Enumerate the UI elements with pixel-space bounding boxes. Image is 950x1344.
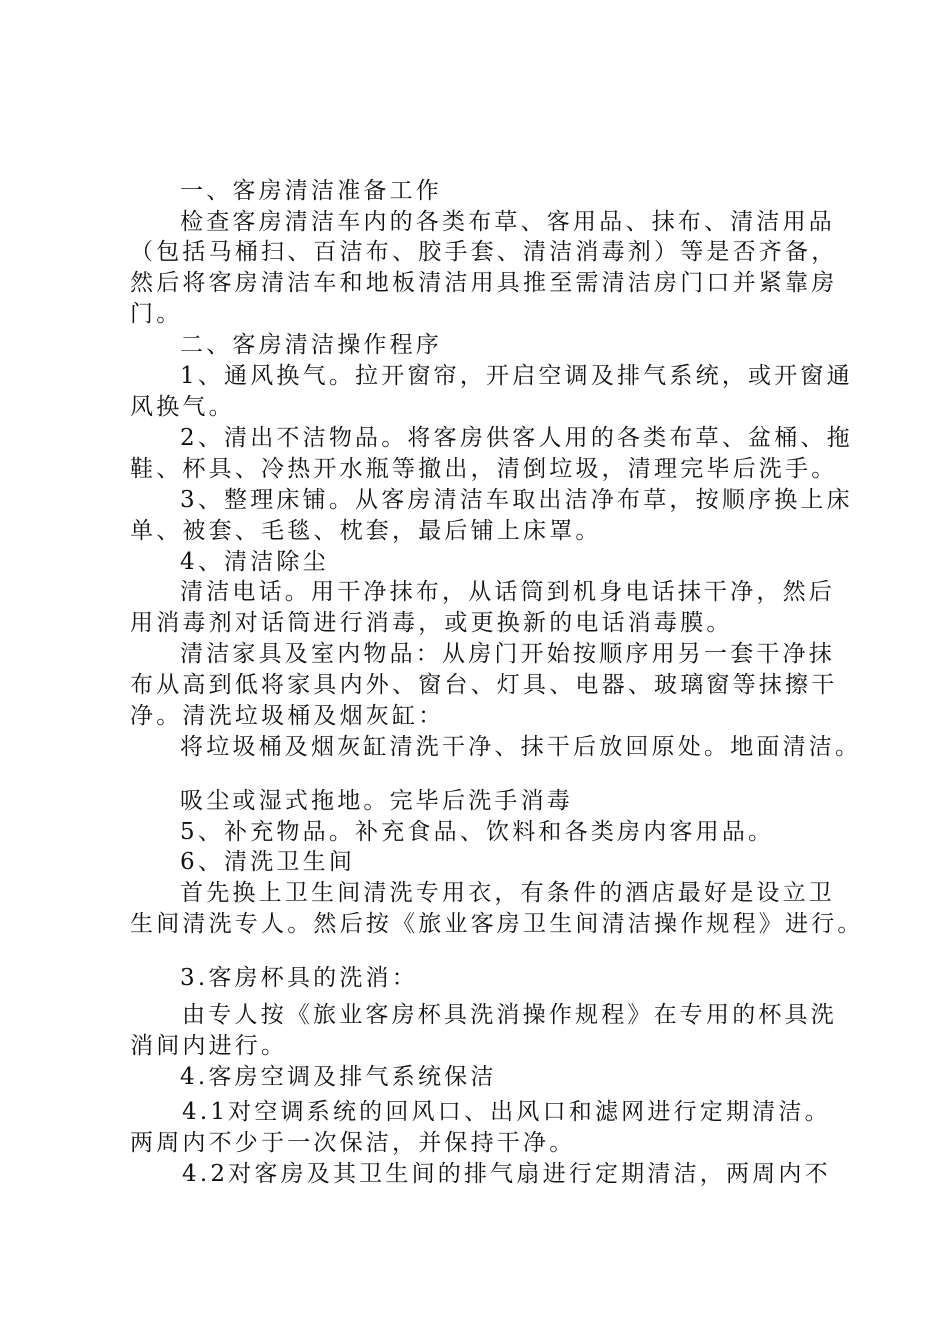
paragraph-line: 1、通风换气。拉开窗帘，开启空调及排气系统，或开窗通 [180, 363, 853, 389]
paragraph-line: 检查客房清洁车内的各类布草、客用品、抹布、清洁用品 [180, 209, 835, 235]
paragraph-line: 清洁家具及室内物品：从房门开始按顺序用另一套干净抹 [180, 641, 835, 667]
paragraph-line: 门。 [130, 301, 183, 327]
paragraph-line: 用消毒剂对话筒进行消毒，或更换新的电话消毒膜。 [130, 610, 733, 636]
paragraph-line: 单、被套、毛毯、枕套，最后铺上床罩。 [130, 518, 602, 544]
paragraph-line: 4.1对空调系统的回风口、出风口和滤网进行定期清洁。 [182, 1099, 831, 1125]
paragraph-line: 两周内不少于一次保洁，并保持干净。 [130, 1130, 576, 1156]
section-heading-4: 4.客房空调及排气系统保洁 [180, 1064, 497, 1090]
paragraph-line: 净。清洗垃圾桶及烟灰缸： [130, 703, 445, 729]
paragraph-line: 6、清洗卫生间 [180, 849, 356, 875]
paragraph-line: 由专人按《旅业客房杯具洗消操作规程》在专用的杯具洗 [182, 1002, 837, 1028]
paragraph-line: 首先换上卫生间清洗专用衣，有条件的酒店最好是设立卫 [180, 880, 835, 906]
paragraph-line: 生间清洗专人。然后按《旅业客房卫生间清洁操作规程》进行。 [130, 911, 864, 937]
paragraph-line: 鞋、杯具、冷热开水瓶等撤出，清倒垃圾，清理完毕后洗手。 [130, 456, 838, 482]
paragraph-line: 布从高到低将家具内外、窗台、灯具、电器、玻璃窗等抹擦干 [130, 672, 838, 698]
paragraph-line: 消间内进行。 [130, 1033, 288, 1059]
paragraph-line: 4、清洁除尘 [180, 549, 329, 575]
paragraph-line: 5、补充物品。补充食品、饮料和各类房内客用品。 [180, 819, 775, 845]
section-heading-2: 二、客房清洁操作程序 [180, 332, 442, 358]
paragraph-line: 4.2对客房及其卫生间的排气扇进行定期清洁，两周内不 [182, 1161, 831, 1187]
paragraph-line: （包括马桶扫、百洁布、胶手套、清洁消毒剂）等是否齐备， [130, 239, 838, 265]
paragraph-line: 将垃圾桶及烟灰缸清洗干净、抹干后放回原处。地面清洁。 [180, 734, 862, 760]
paragraph-line: 吸尘或湿式拖地。完毕后洗手消毒 [180, 788, 573, 814]
paragraph-line: 清洁电话。用干净抹布，从话筒到机身电话抹干净，然后 [180, 579, 835, 605]
section-heading-3: 3.客房杯具的洗消： [180, 965, 418, 991]
paragraph-line: 风换气。 [130, 394, 235, 420]
paragraph-line: 3、整理床铺。从客房清洁车取出洁净布草，按顺序换上床 [180, 487, 853, 513]
paragraph-line: 然后将客房清洁车和地板清洁用具推至需清洁房门口并紧靠房 [130, 270, 838, 296]
paragraph-line: 2、清出不洁物品。将客房供客人用的各类布草、盆桶、拖 [180, 425, 853, 451]
section-heading-1: 一、客房清洁准备工作 [180, 178, 442, 204]
